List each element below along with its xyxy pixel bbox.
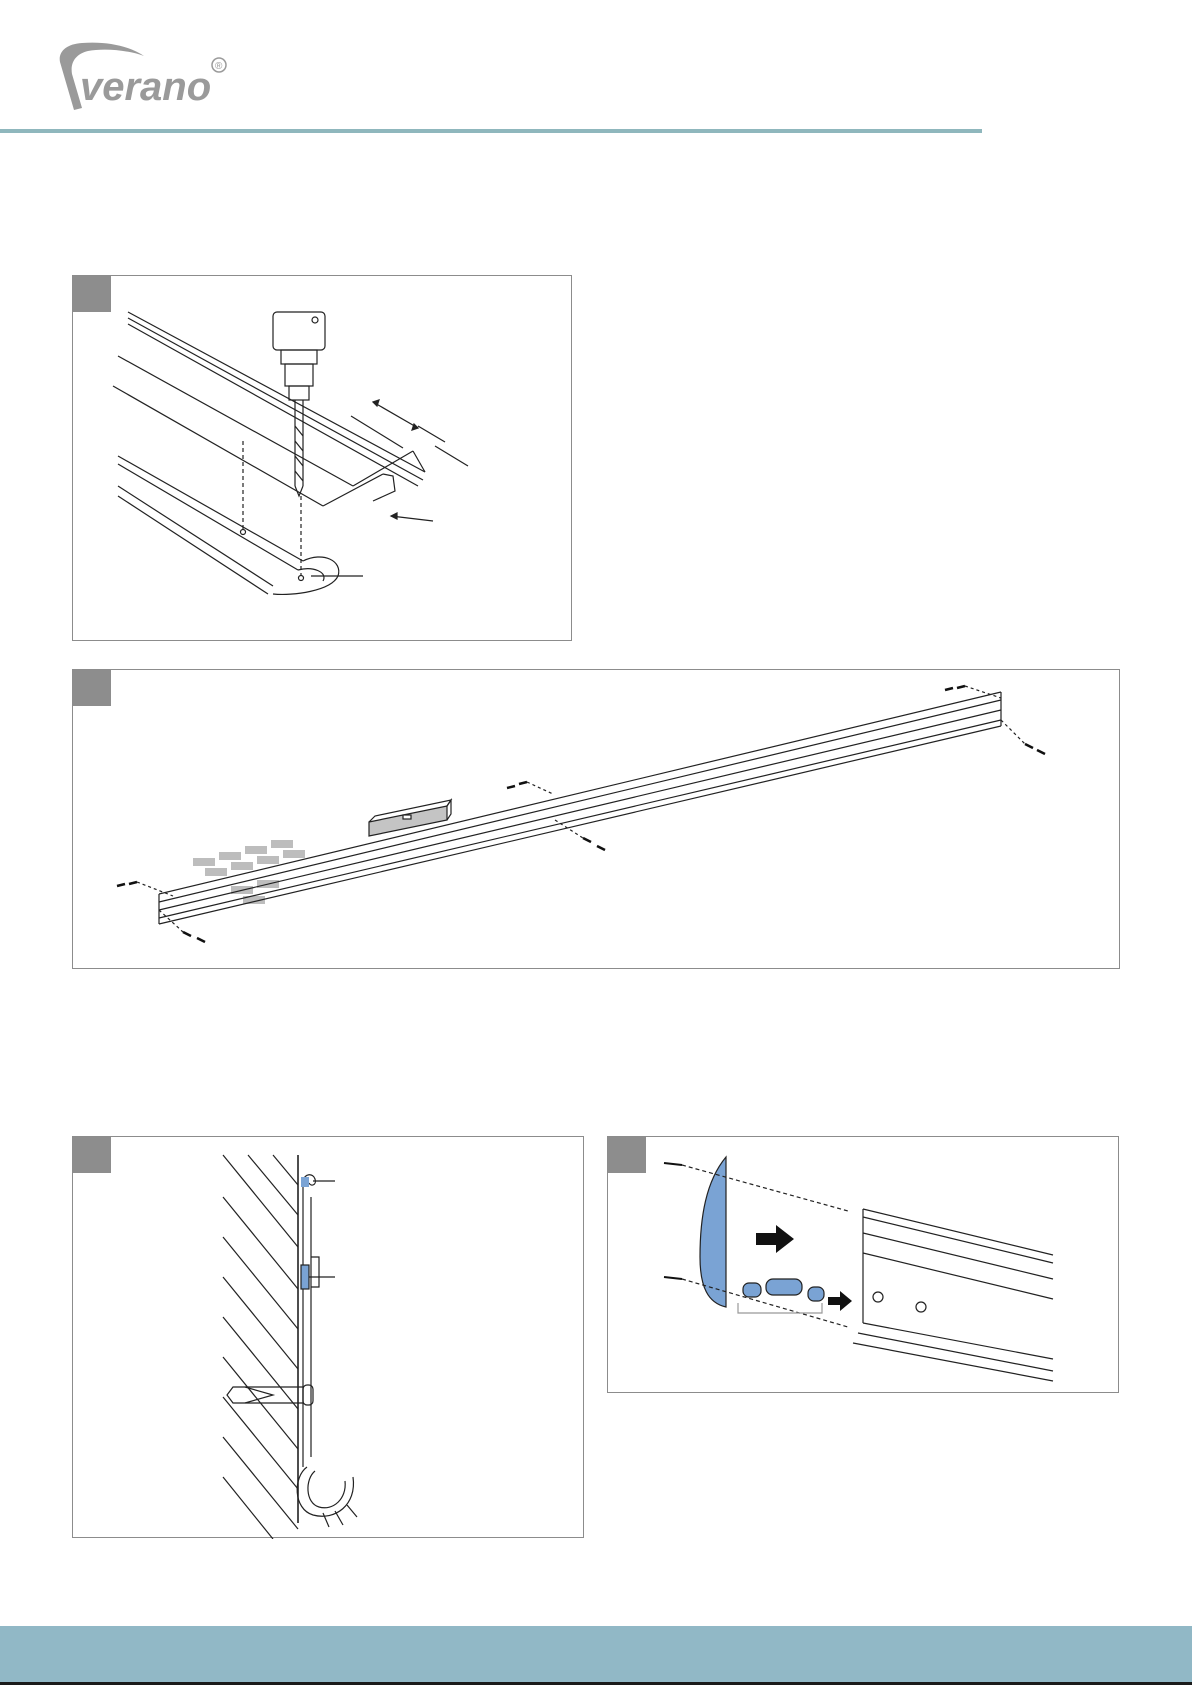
figure-profile-cross-section <box>72 1136 584 1538</box>
footer-bar <box>0 1626 1192 1685</box>
header-rule <box>0 129 982 133</box>
verano-logo <box>52 40 232 120</box>
svg-text:®: ® <box>215 61 223 72</box>
figure-wall-mounting <box>72 669 1120 969</box>
figure-end-cap-assembly <box>607 1136 1119 1393</box>
end-cap-icon <box>608 1137 1120 1394</box>
figure-drill-holes <box>72 275 572 641</box>
drill-icon <box>73 276 573 642</box>
cross-section-icon <box>73 1137 585 1539</box>
spirit-level-icon <box>73 670 1121 970</box>
svg-text:verano: verano <box>80 65 212 109</box>
